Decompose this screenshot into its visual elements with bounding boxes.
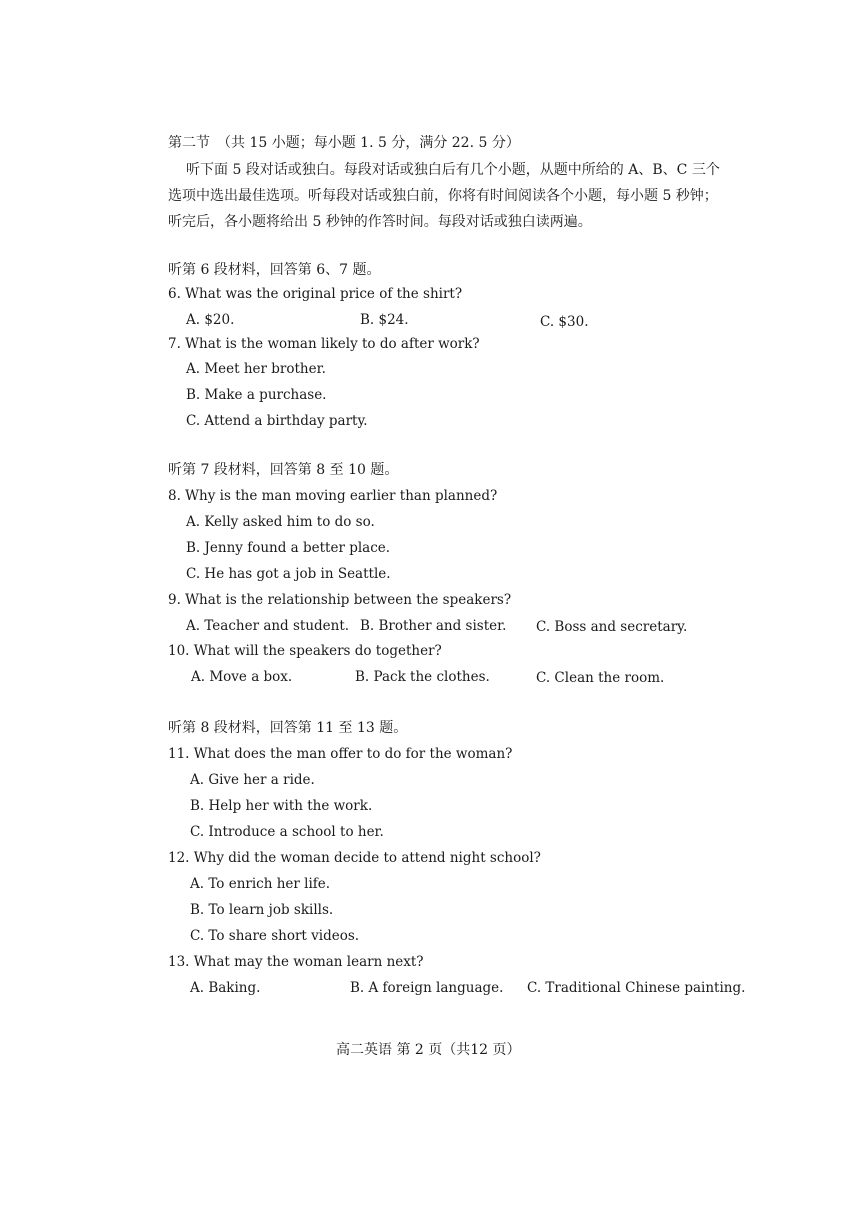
- answer-option: A. $20.: [186, 312, 235, 328]
- question-stem: 12. Why did the woman decide to attend night school?: [168, 850, 541, 866]
- answer-option: C. $30.: [540, 314, 589, 330]
- answer-option: B. Jenny found a better place.: [186, 540, 391, 556]
- answer-option: C. He has got a job in Seattle.: [186, 566, 391, 582]
- answer-option: C. Traditional Chinese painting.: [527, 980, 746, 996]
- answer-option: A. To enrich her life.: [190, 876, 331, 892]
- answer-option: A. Meet her brother.: [186, 361, 326, 377]
- question-stem: 7. What is the woman likely to do after work?: [168, 336, 480, 352]
- question-stem: 8. Why is the man moving earlier than planned?: [168, 488, 498, 504]
- question-stem: 9. What is the relationship between the speakers?: [168, 592, 512, 608]
- answer-option: C. Clean the room.: [536, 670, 665, 686]
- group-title: 听第 6 段材料，回答第 6、7 题。: [168, 262, 381, 278]
- question-stem: 6. What was the original price of the shirt?: [168, 286, 463, 302]
- answer-option: A. Give her a ride.: [190, 772, 315, 788]
- instruction-line: 听下面 5 段对话或独白。每段对话或独白后有几个小题，从题中所给的 A、B、C 三个: [186, 162, 720, 178]
- answer-option: C. To share short videos.: [190, 928, 360, 944]
- answer-option: B. A foreign language.: [350, 980, 504, 996]
- question-stem: 13. What may the woman learn next?: [168, 954, 424, 970]
- question-stem: 10. What will the speakers do together?: [168, 643, 442, 659]
- answer-option: B. To learn job skills.: [190, 902, 334, 918]
- answer-option: A. Baking.: [190, 980, 261, 996]
- group-title: 听第 8 段材料，回答第 11 至 13 题。: [168, 720, 408, 736]
- instruction-line: 听完后，各小题将给出 5 秒钟的作答时间。每段对话或独白读两遍。: [168, 214, 592, 230]
- instruction-line: 选项中选出最佳选项。听每段对话或独白前，你将有时间阅读各个小题，每小题 5 秒钟；: [168, 188, 718, 204]
- answer-option: C. Attend a birthday party.: [186, 413, 368, 429]
- question-stem: 11. What does the man offer to do for the woman?: [168, 746, 513, 762]
- answer-option: B. Pack the clothes.: [355, 669, 490, 685]
- group-title: 听第 7 段材料，回答第 8 至 10 题。: [168, 462, 399, 478]
- page-footer: 高二英语 第 2 页（共12 页）: [336, 1042, 521, 1058]
- answer-option: A. Kelly asked him to do so.: [186, 514, 375, 530]
- answer-option: C. Boss and secretary.: [536, 619, 688, 635]
- answer-option: C. Introduce a school to her.: [190, 824, 384, 840]
- answer-option: B. Brother and sister.: [360, 618, 507, 634]
- section-heading: 第二节 （共 15 小题；每小题 1. 5 分，满分 22. 5 分）: [168, 135, 520, 151]
- answer-option: B. Help her with the work.: [190, 798, 373, 814]
- answer-option: A. Move a box.: [191, 669, 293, 685]
- answer-option: A. Teacher and student.: [186, 618, 350, 634]
- answer-option: B. $24.: [360, 312, 409, 328]
- answer-option: B. Make a purchase.: [186, 387, 327, 403]
